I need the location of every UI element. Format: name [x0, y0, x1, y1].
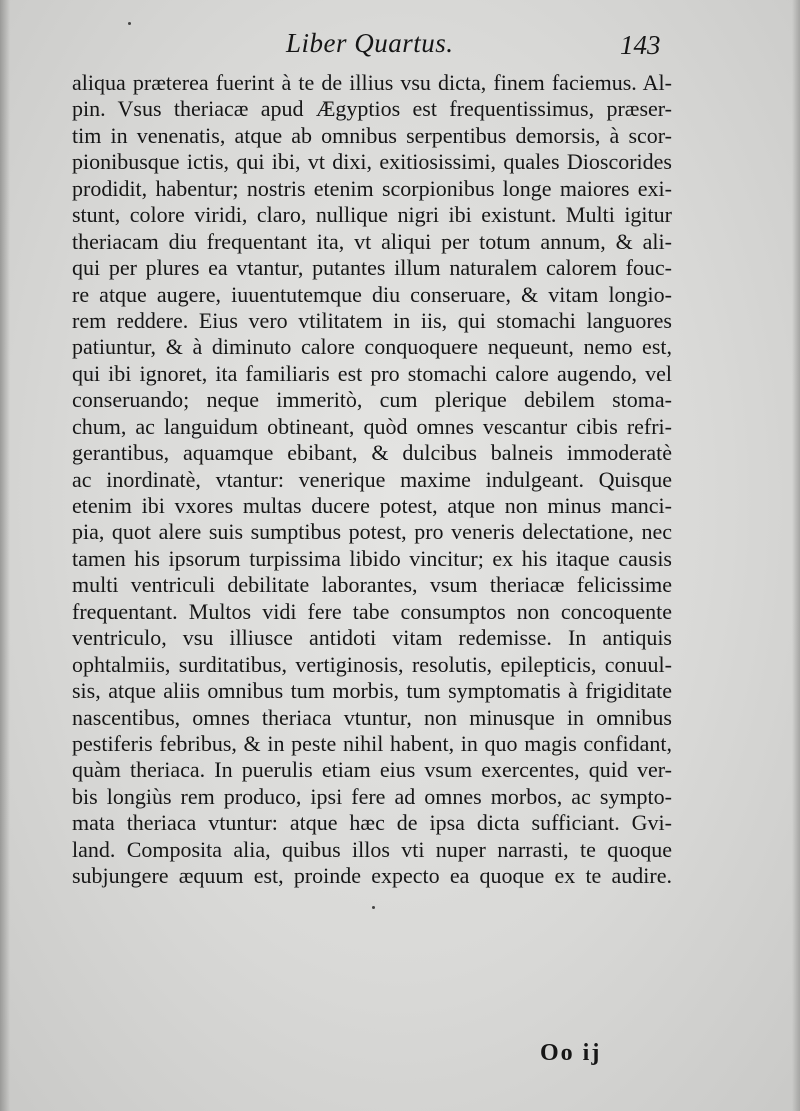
text-line: pionibusque ictis, qui ibi, vt dixi, exitiosissimi, quales Dioscorides: [72, 149, 672, 175]
page-edge-shadow-left: [0, 0, 10, 1111]
text-line: tamen his ipsorum turpissima libido vincitur; ex his itaque causis: [72, 545, 672, 571]
text-line: qui per plures ea vtantur, putantes illum naturalem calorem fouc-: [72, 255, 672, 281]
text-line: pin. Vsus theriacæ apud Ægyptios est frequentissimus, præser-: [72, 96, 672, 122]
text-line: nascentibus, omnes theriaca vtuntur, non minusque in omnibus: [72, 704, 672, 730]
text-line: frequentant. Multos vidi fere tabe consumptos non concoquente: [72, 598, 672, 624]
text-line: rem reddere. Eius vero vtilitatem in iis, qui stomachi languores: [72, 307, 672, 333]
text-line: theriacam diu frequentant ita, vt aliqui per totum annum, & ali-: [72, 228, 672, 254]
text-line: patiuntur, & à diminuto calore conquoquere nequeunt, nemo est,: [72, 334, 672, 360]
text-line: bis longiùs rem produco, ipsi fere ad omnes morbos, ac sympto-: [72, 783, 672, 809]
body-text: [72, 70, 672, 890]
text-line: aliqua præterea fuerint à te de illius vsu dicta, finem faciemus. Al-: [72, 70, 672, 95]
text-line: chum, ac languidum obtineant, quòd omnes vescantur cibis refri-: [72, 413, 672, 439]
text-line: multi ventriculi debilitate laborantes, vsum theriacæ felicissime: [72, 572, 672, 598]
text-line: ventriculo, vsu illiusce antidoti vitam redemisse. In antiquis: [72, 625, 672, 651]
text-line: pia, quot alere suis sumptibus potest, pro veneris delectatione, nec: [72, 519, 672, 545]
signature-mark: Oo ij: [540, 1040, 602, 1066]
text-line: conseruando; neque immeritò, cum plerique debilem stoma-: [72, 387, 672, 413]
text-line: quàm theriaca. In puerulis etiam eius vsum exercentes, quid ver-: [72, 757, 672, 783]
page-number: 143: [620, 30, 661, 60]
text-line: gerantibus, aquamque ebibant, & dulcibus balneis immoderatè: [72, 440, 672, 466]
text-line: subjungere æquum est, proinde expecto ea quoque ex te audire.: [72, 863, 672, 889]
text-line: qui ibi ignoret, ita familiaris est pro stomachi calore augendo, vel: [72, 360, 672, 386]
text-line: sis, atque aliis omnibus tum morbis, tum symptomatis à frigiditate: [72, 678, 672, 704]
text-line: re atque augere, iuuentutemque diu conseruare, & vitam longio-: [72, 281, 672, 307]
running-head: Liber Quartus.: [286, 28, 454, 58]
text-line: mata theriaca vtuntur: atque hæc de ipsa dicta sufficiant. Gvi-: [72, 810, 672, 836]
text-line: ophtalmiis, surditatibus, vertiginosis, resolutis, epilepticis, conuul-: [72, 651, 672, 677]
text-line: tim in venenatis, atque ab omnibus serpentibus demorsis, à scor-: [72, 122, 672, 148]
text-line: ac inordinatè, vtantur: venerique maxime indulgeant. Quisque: [72, 466, 672, 492]
text-line: pestiferis febribus, & in peste nihil habent, in quo magis confidant,: [72, 730, 672, 756]
text-line: etenim ibi vxores multas ducere potest, atque non minus manci-: [72, 493, 672, 518]
text-line: land. Composita alia, quibus illos vti nuper narrasti, te quoque: [72, 836, 672, 862]
ink-speck: [372, 906, 375, 909]
text-line: prodidit, habentur; nostris etenim scorpionibus longe maiores exi-: [72, 175, 672, 201]
page-edge-shadow-right: [792, 0, 800, 1111]
ink-speck: [128, 22, 131, 25]
text-line: stunt, colore viridi, claro, nullique nigri ibi existunt. Multi igitur: [72, 202, 672, 228]
